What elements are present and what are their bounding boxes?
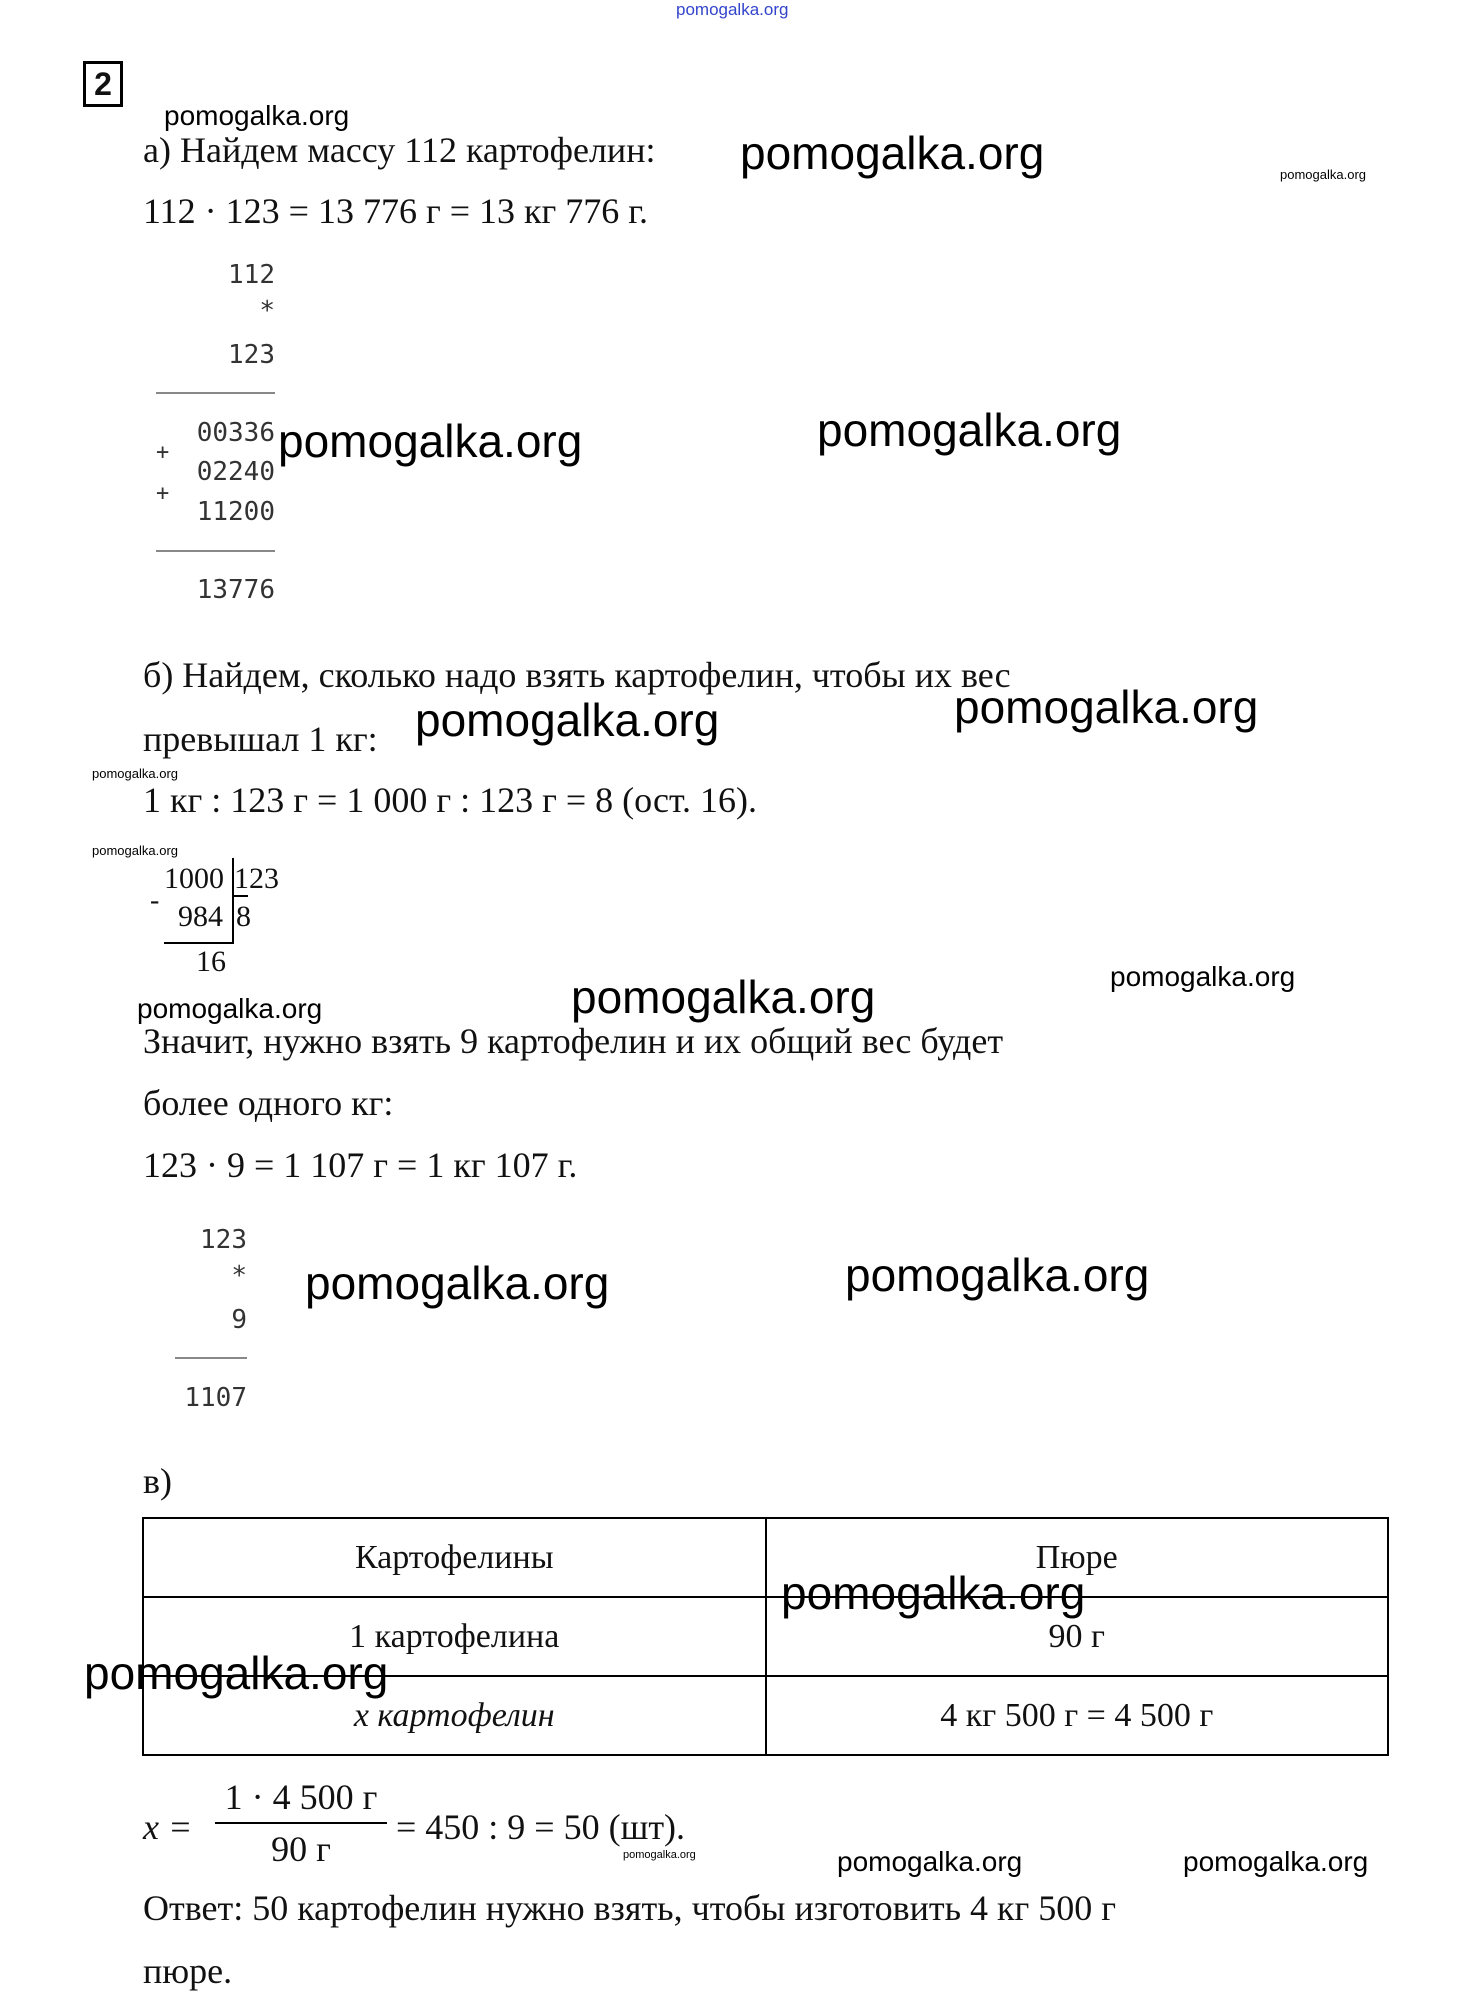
division-dividend: 1000 <box>164 862 224 895</box>
col-a-partial-2: 02240 <box>196 457 275 487</box>
watermark: pomogalka.org <box>623 1849 696 1861</box>
formula-fraction <box>215 1776 387 1870</box>
table-header: Пюре <box>766 1518 1389 1597</box>
col-a-multiplier: 123 <box>228 340 275 370</box>
col-a-operator: * <box>259 296 275 326</box>
watermark: pomogalka.org <box>92 766 178 781</box>
task-number: 2 <box>83 61 123 107</box>
formula-numerator: 1 · 4 500 г <box>215 1776 387 1824</box>
answer-line-2: пюре. <box>143 1951 233 1991</box>
watermark: pomogalka.org <box>845 1249 1150 1301</box>
watermark: pomogalka.org <box>781 1567 1086 1619</box>
col-a-partial-1: 00336 <box>196 418 275 448</box>
division-hline <box>164 942 234 944</box>
formula-lhs: x = <box>143 1807 193 1847</box>
formula-rhs: = 450 : 9 = 50 (шт). <box>396 1807 686 1847</box>
division-minus: - <box>150 885 160 916</box>
part-c-label: в) <box>143 1461 172 1501</box>
col-a-partial-3: 11200 <box>196 497 275 527</box>
watermark: pomogalka.org <box>415 694 720 746</box>
col-a-line-2 <box>156 550 275 552</box>
table-header-row <box>143 1518 1388 1597</box>
watermark: pomogalka.org <box>1183 1846 1369 1877</box>
part-b-equation: 1 кг : 123 г = 1 000 г : 123 г = 8 (ост. 16). <box>143 780 758 820</box>
table-header: Картофелины <box>143 1518 766 1597</box>
division-remainder: 16 <box>196 945 226 978</box>
col-b-result: 1107 <box>184 1383 247 1413</box>
watermark: pomogalka.org <box>954 681 1259 733</box>
col-a-multiplicand: 112 <box>228 260 275 290</box>
division-divisor: 123 <box>234 862 279 895</box>
proportion-table <box>142 1517 1389 1756</box>
table-cell: 1 картофелина <box>143 1597 766 1676</box>
division-hline-divisor <box>232 895 248 897</box>
watermark: pomogalka.org <box>84 1647 389 1699</box>
formula-denominator: 90 г <box>271 1829 331 1869</box>
watermark: pomogalka.org <box>817 404 1122 456</box>
col-a-plus-2: + <box>156 481 170 506</box>
watermark: pomogalka.org <box>164 100 350 131</box>
table-cell: 4 кг 500 г = 4 500 г <box>766 1676 1389 1755</box>
division-subtrahend: 984 <box>178 900 223 933</box>
division-quotient: 8 <box>236 900 251 933</box>
watermark: pomogalka.org <box>92 843 178 858</box>
col-b-multiplicand: 123 <box>200 1225 247 1255</box>
watermark: pomogalka.org <box>1280 167 1366 182</box>
part-b-line-3: Значит, нужно взять 9 картофелин и их общий вес будет <box>143 1021 1004 1061</box>
watermark: pomogalka.org <box>571 971 876 1023</box>
col-a-line-1 <box>156 392 275 394</box>
table-cell: x картофелин <box>143 1676 766 1755</box>
col-a-result: 13776 <box>196 575 275 605</box>
part-b-line-4: более одного кг: <box>143 1083 394 1123</box>
division-vline <box>232 858 234 944</box>
watermark: pomogalka.org <box>1110 961 1296 992</box>
part-a-equation: 112 · 123 = 13 776 г = 13 кг 776 г. <box>143 191 648 231</box>
col-b-operator: * <box>231 1261 247 1291</box>
watermark: pomogalka.org <box>278 415 583 467</box>
table-cell: 90 г <box>766 1597 1389 1676</box>
answer-line-1: Ответ: 50 картофелин нужно взять, чтобы изготовить 4 кг 500 г <box>143 1888 1117 1928</box>
part-b-line-2: превышал 1 кг: <box>143 719 378 759</box>
top-watermark: pomogalka.org <box>676 0 789 19</box>
watermark: pomogalka.org <box>305 1257 610 1309</box>
part-b-line-1: б) Найдем, сколько надо взять картофелин, чтобы их вес <box>143 655 1011 695</box>
col-b-multiplier: 9 <box>231 1305 247 1335</box>
watermark: pomogalka.org <box>740 127 1045 179</box>
col-a-plus-1: + <box>156 440 170 465</box>
watermark: pomogalka.org <box>137 993 323 1024</box>
col-b-line <box>175 1357 247 1359</box>
part-a-title: а) Найдем массу 112 картофелин: <box>143 130 656 170</box>
part-b-equation-2: 123 · 9 = 1 107 г = 1 кг 107 г. <box>143 1145 578 1185</box>
watermark: pomogalka.org <box>837 1846 1023 1877</box>
